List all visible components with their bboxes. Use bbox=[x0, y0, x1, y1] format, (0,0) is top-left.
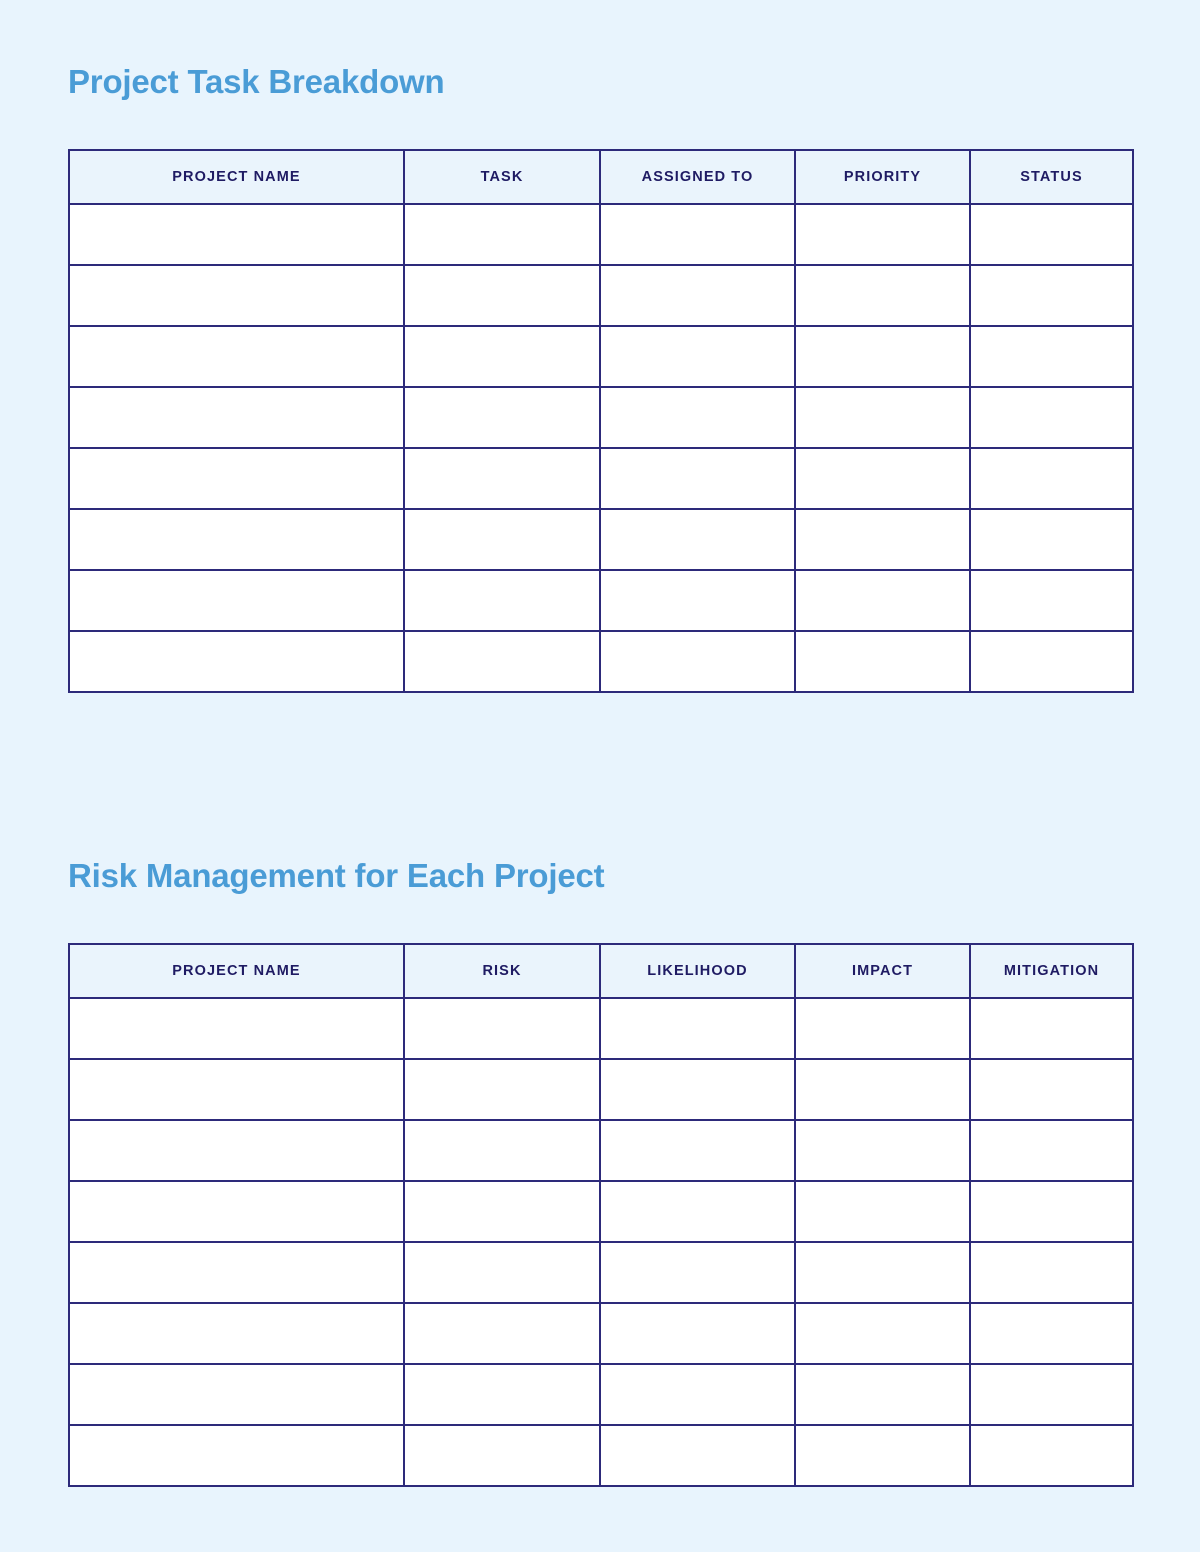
cell-impact[interactable] bbox=[795, 1303, 970, 1364]
cell-mitigation[interactable] bbox=[970, 1242, 1133, 1303]
table-row bbox=[69, 1364, 1133, 1425]
section-risk-management bbox=[68, 856, 1132, 1487]
cell-likelihood[interactable] bbox=[600, 1303, 795, 1364]
cell-likelihood[interactable] bbox=[600, 1242, 795, 1303]
cell-risk[interactable] bbox=[404, 1364, 600, 1425]
cell-priority[interactable] bbox=[795, 387, 970, 448]
cell-impact[interactable] bbox=[795, 1242, 970, 1303]
cell-status[interactable] bbox=[970, 448, 1133, 509]
cell-impact[interactable] bbox=[795, 1364, 970, 1425]
table-row bbox=[69, 1425, 1133, 1486]
cell-project-name[interactable] bbox=[69, 265, 404, 326]
column-header-project-name: PROJECT NAME bbox=[69, 150, 404, 204]
table-header bbox=[69, 150, 1133, 204]
cell-project-name[interactable] bbox=[69, 387, 404, 448]
cell-mitigation[interactable] bbox=[970, 1303, 1133, 1364]
column-header-assigned-to: ASSIGNED TO bbox=[600, 150, 795, 204]
cell-risk[interactable] bbox=[404, 998, 600, 1059]
table-row bbox=[69, 1303, 1133, 1364]
cell-impact[interactable] bbox=[795, 998, 970, 1059]
cell-mitigation[interactable] bbox=[970, 1120, 1133, 1181]
cell-assigned-to[interactable] bbox=[600, 387, 795, 448]
cell-assigned-to[interactable] bbox=[600, 570, 795, 631]
cell-project-name[interactable] bbox=[69, 1120, 404, 1181]
column-header-status: STATUS bbox=[970, 150, 1133, 204]
cell-risk[interactable] bbox=[404, 1242, 600, 1303]
cell-status[interactable] bbox=[970, 265, 1133, 326]
table-row bbox=[69, 387, 1133, 448]
table-row bbox=[69, 1242, 1133, 1303]
cell-assigned-to[interactable] bbox=[600, 448, 795, 509]
cell-risk[interactable] bbox=[404, 1120, 600, 1181]
table-row bbox=[69, 326, 1133, 387]
cell-mitigation[interactable] bbox=[970, 1425, 1133, 1486]
table-row bbox=[69, 265, 1133, 326]
cell-assigned-to[interactable] bbox=[600, 204, 795, 265]
cell-mitigation[interactable] bbox=[970, 1364, 1133, 1425]
cell-assigned-to[interactable] bbox=[600, 509, 795, 570]
cell-task[interactable] bbox=[404, 326, 600, 387]
table-row bbox=[69, 1120, 1133, 1181]
cell-likelihood[interactable] bbox=[600, 1364, 795, 1425]
table-row bbox=[69, 509, 1133, 570]
cell-risk[interactable] bbox=[404, 1059, 600, 1120]
cell-likelihood[interactable] bbox=[600, 1120, 795, 1181]
cell-priority[interactable] bbox=[795, 448, 970, 509]
cell-priority[interactable] bbox=[795, 265, 970, 326]
cell-risk[interactable] bbox=[404, 1181, 600, 1242]
cell-likelihood[interactable] bbox=[600, 1181, 795, 1242]
cell-impact[interactable] bbox=[795, 1059, 970, 1120]
column-header-likelihood: LIKELIHOOD bbox=[600, 944, 795, 998]
project-task-breakdown-table bbox=[68, 149, 1134, 693]
cell-project-name[interactable] bbox=[69, 1364, 404, 1425]
cell-task[interactable] bbox=[404, 265, 600, 326]
page-title-project-task-breakdown: Project Task Breakdown bbox=[68, 63, 445, 100]
column-header-impact: IMPACT bbox=[795, 944, 970, 998]
risk-management-table bbox=[68, 943, 1134, 1487]
table-row bbox=[69, 1181, 1133, 1242]
section-project-task-breakdown bbox=[68, 62, 1132, 693]
cell-priority[interactable] bbox=[795, 204, 970, 265]
cell-project-name[interactable] bbox=[69, 570, 404, 631]
cell-status[interactable] bbox=[970, 387, 1133, 448]
cell-project-name[interactable] bbox=[69, 1303, 404, 1364]
cell-task[interactable] bbox=[404, 570, 600, 631]
cell-task[interactable] bbox=[404, 509, 600, 570]
cell-risk[interactable] bbox=[404, 1303, 600, 1364]
cell-status[interactable] bbox=[970, 204, 1133, 265]
cell-mitigation[interactable] bbox=[970, 1181, 1133, 1242]
cell-mitigation[interactable] bbox=[970, 1059, 1133, 1120]
cell-priority[interactable] bbox=[795, 326, 970, 387]
cell-impact[interactable] bbox=[795, 1425, 970, 1486]
column-header-risk: RISK bbox=[404, 944, 600, 998]
cell-priority[interactable] bbox=[795, 509, 970, 570]
cell-task[interactable] bbox=[404, 204, 600, 265]
cell-mitigation[interactable] bbox=[970, 998, 1133, 1059]
cell-project-name[interactable] bbox=[69, 204, 404, 265]
cell-project-name[interactable] bbox=[69, 326, 404, 387]
cell-project-name[interactable] bbox=[69, 1059, 404, 1120]
cell-project-name[interactable] bbox=[69, 448, 404, 509]
table-body bbox=[69, 998, 1133, 1486]
cell-likelihood[interactable] bbox=[600, 1059, 795, 1120]
page-title-risk-management: Risk Management for Each Project bbox=[68, 857, 605, 894]
cell-impact[interactable] bbox=[795, 1181, 970, 1242]
column-header-task: TASK bbox=[404, 150, 600, 204]
cell-status[interactable] bbox=[970, 509, 1133, 570]
column-header-priority: PRIORITY bbox=[795, 150, 970, 204]
table-row bbox=[69, 631, 1133, 692]
cell-task[interactable] bbox=[404, 387, 600, 448]
cell-task[interactable] bbox=[404, 448, 600, 509]
cell-status[interactable] bbox=[970, 326, 1133, 387]
cell-likelihood[interactable] bbox=[600, 998, 795, 1059]
table-row bbox=[69, 204, 1133, 265]
table-header bbox=[69, 944, 1133, 998]
table-row bbox=[69, 998, 1133, 1059]
table-row bbox=[69, 570, 1133, 631]
cell-priority[interactable] bbox=[795, 631, 970, 692]
table-header-row bbox=[69, 150, 1133, 204]
cell-project-name[interactable] bbox=[69, 1242, 404, 1303]
cell-status[interactable] bbox=[970, 631, 1133, 692]
cell-risk[interactable] bbox=[404, 1425, 600, 1486]
cell-impact[interactable] bbox=[795, 1120, 970, 1181]
cell-priority[interactable] bbox=[795, 570, 970, 631]
cell-likelihood[interactable] bbox=[600, 1425, 795, 1486]
table-header-row bbox=[69, 944, 1133, 998]
cell-assigned-to[interactable] bbox=[600, 265, 795, 326]
column-header-project-name: PROJECT NAME bbox=[69, 944, 404, 998]
cell-project-name[interactable] bbox=[69, 631, 404, 692]
cell-project-name[interactable] bbox=[69, 509, 404, 570]
cell-project-name[interactable] bbox=[69, 1181, 404, 1242]
cell-project-name[interactable] bbox=[69, 998, 404, 1059]
cell-status[interactable] bbox=[970, 570, 1133, 631]
column-header-mitigation: MITIGATION bbox=[970, 944, 1133, 998]
table-row bbox=[69, 1059, 1133, 1120]
cell-assigned-to[interactable] bbox=[600, 326, 795, 387]
table-row bbox=[69, 448, 1133, 509]
table-body bbox=[69, 204, 1133, 692]
cell-task[interactable] bbox=[404, 631, 600, 692]
cell-project-name[interactable] bbox=[69, 1425, 404, 1486]
cell-assigned-to[interactable] bbox=[600, 631, 795, 692]
